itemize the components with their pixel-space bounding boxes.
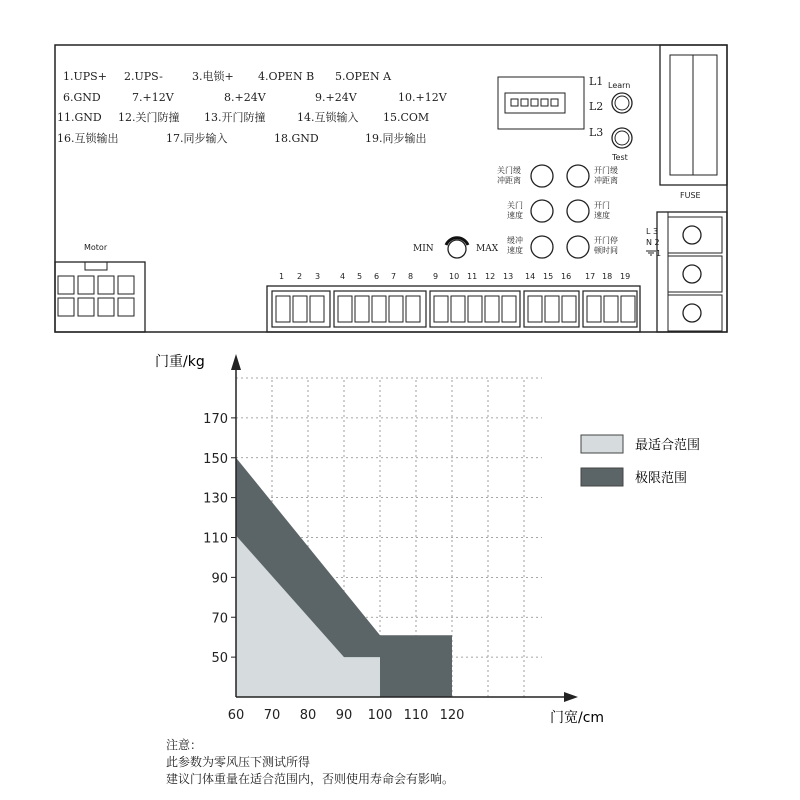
led-label-l1: L1 [589,75,604,88]
pot-cushion-speed[interactable] [531,236,553,258]
knob-max-label: MAX [476,244,499,254]
pin-label: 8.+24V [224,91,266,104]
y-tick-label: 50 [211,651,228,667]
chart-legend [581,435,700,486]
terminal-number: 10 [449,272,460,281]
pin-label: 14.互锁输入 [297,111,359,124]
y-tick-label: 170 [203,411,228,427]
pin-label: 17.同步输入 [166,132,228,145]
notes-title: 注意： [166,738,203,752]
pin-legend [57,69,448,145]
knob-min-label: MIN [413,244,434,254]
switch-label-n: N 2 [646,238,660,247]
terminal-number: 18 [602,272,613,281]
terminal-number: 1 [279,272,285,281]
notes [166,737,454,788]
pot-label: 冲距离 [497,176,521,185]
led-label-l2: L2 [589,100,604,113]
terminal-number: 11 [467,272,478,281]
legend-label: 最适合范围 [635,438,701,453]
chart-areas [236,458,452,697]
led-label-l3: L3 [589,126,604,139]
pot-open-pause-time[interactable] [567,236,589,258]
potentiometers [497,165,618,258]
terminal-number: 9 [433,272,439,281]
min-max-knob[interactable] [448,240,466,258]
pin-label: 16.互锁输出 [57,132,119,145]
x-tick-label: 110 [403,708,429,723]
test-label: Test [612,153,628,162]
pot-label: 开门停 [594,236,618,245]
test-button-inner [615,131,629,145]
x-tick-label: 90 [335,708,353,723]
pin-label: 1.UPS+ [63,70,107,83]
pot-label: 速度 [507,246,523,255]
pin-label: 13.开门防撞 [204,111,266,124]
y-tick-label: 110 [203,531,228,547]
pot-open-cushion-distance[interactable] [567,165,589,187]
x-tick-label: 120 [439,708,465,723]
pin-label: 15.COM [383,111,430,124]
notes-line-1: 此参数为零风压下测试所得 [166,755,311,769]
x-tick-label: 80 [299,708,317,723]
led-block [498,75,603,139]
ground-icon [646,251,656,255]
terminal-number: 8 [408,272,414,281]
pot-close-cushion-distance[interactable] [531,165,553,187]
terminal-number: 12 [485,272,496,281]
pot-open-speed[interactable] [567,200,589,222]
pin-label: 5.OPEN A [335,70,392,83]
pot-label: 开门缓 [594,166,618,175]
pin-label: 10.+12V [398,91,447,104]
pot-label: 关门缓 [497,166,521,175]
legend-label: 极限范围 [635,471,688,486]
pin-label: 3.电锁+ [192,70,234,83]
pin-label: 11.GND [57,111,102,124]
learn-button-inner [615,96,629,110]
y-tick-label: 90 [211,571,228,587]
terminal-number: 3 [315,272,321,281]
terminal-number: 6 [374,272,380,281]
switch-label-l: L 3 [646,227,659,236]
pot-label: 关门 [507,201,523,210]
y-axis-label: 门重/kg [155,354,205,370]
y-tick-label: 130 [203,491,228,507]
x-tick-label: 100 [367,708,393,723]
pot-label: 冲距离 [594,176,618,185]
terminal-screw-n [683,265,701,283]
pin-label: 6.GND [63,91,101,104]
y-tick-label: 150 [203,451,228,467]
fuse-holder [660,45,727,200]
terminal-number: 15 [543,272,554,281]
x-tick-label: 70 [263,708,281,723]
legend-swatch [581,435,623,453]
x-axis-arrow-icon [564,692,578,702]
y-axis-arrow-icon [231,354,241,370]
terminal-number: 5 [357,272,363,281]
notes-line-2: 建议门体重量在适合范围内，否则使用寿命会有影响。 [166,772,455,786]
terminal-number: 14 [525,272,536,281]
x-axis-label: 门宽/cm [550,710,605,726]
pot-label: 速度 [594,211,610,220]
control-board-diagram [0,0,800,340]
pot-label: 速度 [507,211,523,220]
terminal-number: 19 [620,272,631,281]
pot-close-speed[interactable] [531,200,553,222]
pot-label: 缓冲 [507,236,523,245]
motor-label: Motor [84,243,108,252]
door-weight-width-chart [0,340,800,740]
terminal-screw-l [683,226,701,244]
pin-label: 9.+24V [315,91,357,104]
terminal-number: 13 [503,272,514,281]
terminal-screw-ground [683,304,701,322]
terminal-number: 7 [391,272,397,281]
pot-label: 开门 [594,201,610,210]
pot-label: 顿时间 [594,246,618,255]
pin-label: 19.同步输出 [365,132,427,145]
terminal-number: 16 [561,272,572,281]
learn-label: Learn [608,81,631,90]
terminal-block [267,286,640,332]
y-tick-label: 70 [211,611,228,627]
switch-label-ground: 1 [656,249,662,258]
pin-label: 4.OPEN B [258,70,315,83]
terminal-number: 17 [585,272,596,281]
motor-connector [55,243,145,332]
terminal-numbers [279,272,630,281]
terminal-number: 2 [297,272,303,281]
legend-swatch [581,468,623,486]
pin-label: 18.GND [274,132,319,145]
pin-label: 7.+12V [132,91,174,104]
pin-label: 2.UPS- [124,70,163,83]
power-terminal [646,212,727,332]
x-tick-label: 60 [227,708,245,723]
fuse-label: FUSE [680,191,701,200]
pin-label: 12.关门防撞 [118,111,180,124]
terminal-number: 4 [340,272,346,281]
